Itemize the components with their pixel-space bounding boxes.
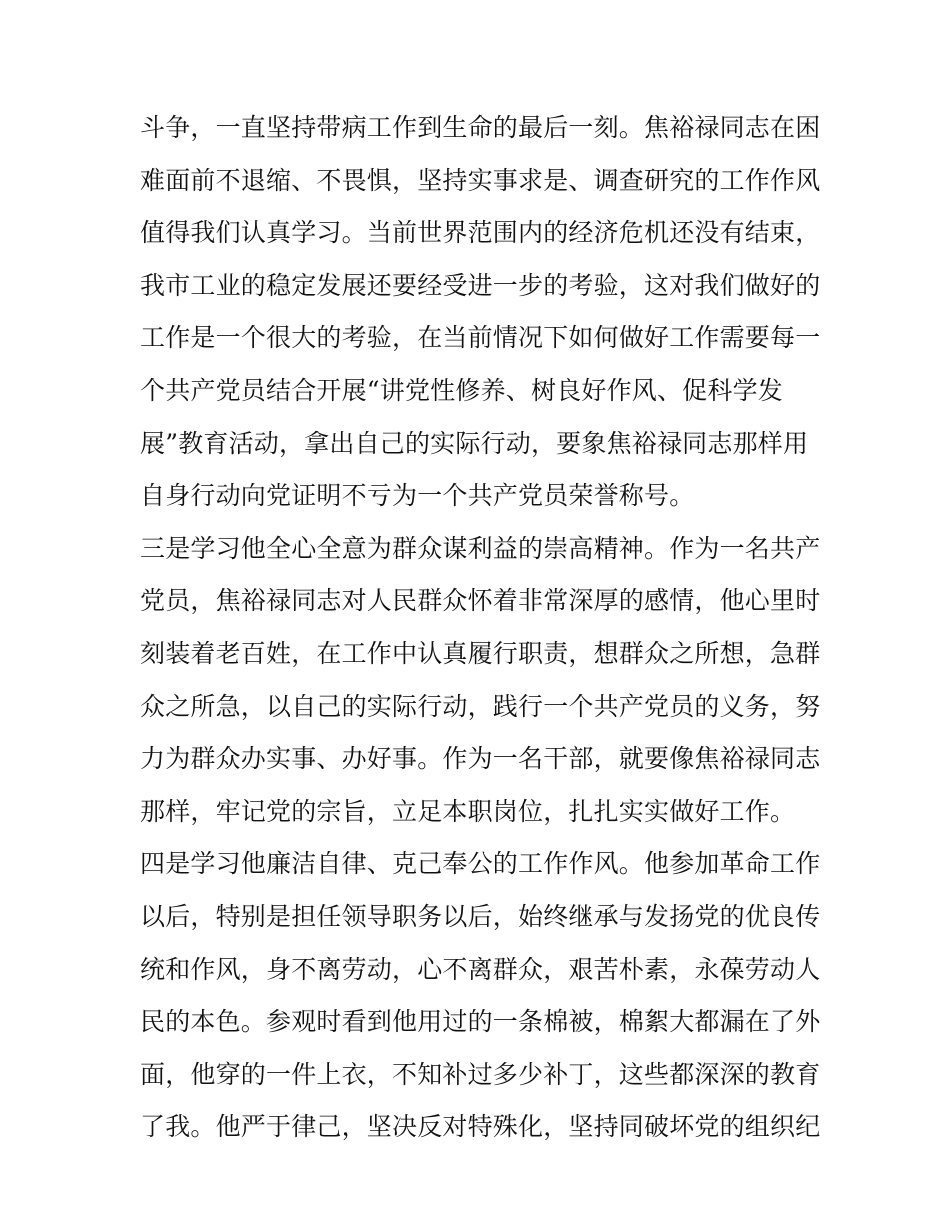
text-line: 难面前不退缩、不畏惧，坚持实事求是、调查研究的工作作风 xyxy=(140,165,820,195)
text-line: 那样，牢记党的宗旨，立足本职岗位，扎扎实实做好工作。 xyxy=(140,796,796,826)
text-line: 斗争，一直坚持带病工作到生命的最后一刻。焦裕禄同志在困 xyxy=(140,113,820,142)
text-line: 值得我们认真学习。当前世界范围内的经济危机还没有结束， xyxy=(140,218,820,248)
text-line: 民的本色。参观时看到他用过的一条棉被，棉絮大都漏在了外 xyxy=(140,1007,820,1037)
text-line: 了我。他严于律己，坚决反对特殊化，坚持同破坏党的组织纪 xyxy=(140,1112,820,1142)
text-line: 力为群众办实事、办好事。作为一名干部，就要像焦裕禄同志 xyxy=(140,744,820,774)
paragraph-start-line: 四是学习他廉洁自律、克己奉公的工作作风。他参加革命工作 xyxy=(140,849,820,879)
text-line: 展”教育活动，拿出自己的实际行动，要象焦裕禄同志那样用 xyxy=(140,428,809,458)
text-line: 众之所急，以自己的实际行动，践行一个共产党员的义务，努 xyxy=(140,691,820,721)
text-line: 我市工业的稳定发展还要经受进一步的考验，这对我们做好的 xyxy=(140,270,820,300)
text-line: 统和作风，身不离劳动，心不离群众，艰苦朴素，永葆劳动人 xyxy=(140,954,820,984)
text-line: 面，他穿的一件上衣，不知补过多少补丁，这些都深深的教育 xyxy=(140,1059,820,1089)
paragraph-start-line: 三是学习他全心全意为群众谋利益的崇高精神。作为一名共产 xyxy=(140,533,820,563)
text-line: 党员，焦裕禄同志对人民群众怀着非常深厚的感情，他心里时 xyxy=(140,586,820,616)
text-line: 个共产党员结合开展“讲党性修养、树良好作风、促科学发 xyxy=(140,375,783,405)
text-line: 刻装着老百姓，在工作中认真履行职责，想群众之所想，急群 xyxy=(140,638,820,668)
text-line: 工作是一个很大的考验，在当前情况下如何做好工作需要每一 xyxy=(140,323,820,353)
text-line: 以后，特别是担任领导职务以后，始终继承与发扬党的优良传 xyxy=(140,901,820,931)
text-line: 自身行动向党证明不亏为一个共产党员荣誉称号。 xyxy=(140,481,695,511)
body-text xyxy=(140,102,820,1154)
